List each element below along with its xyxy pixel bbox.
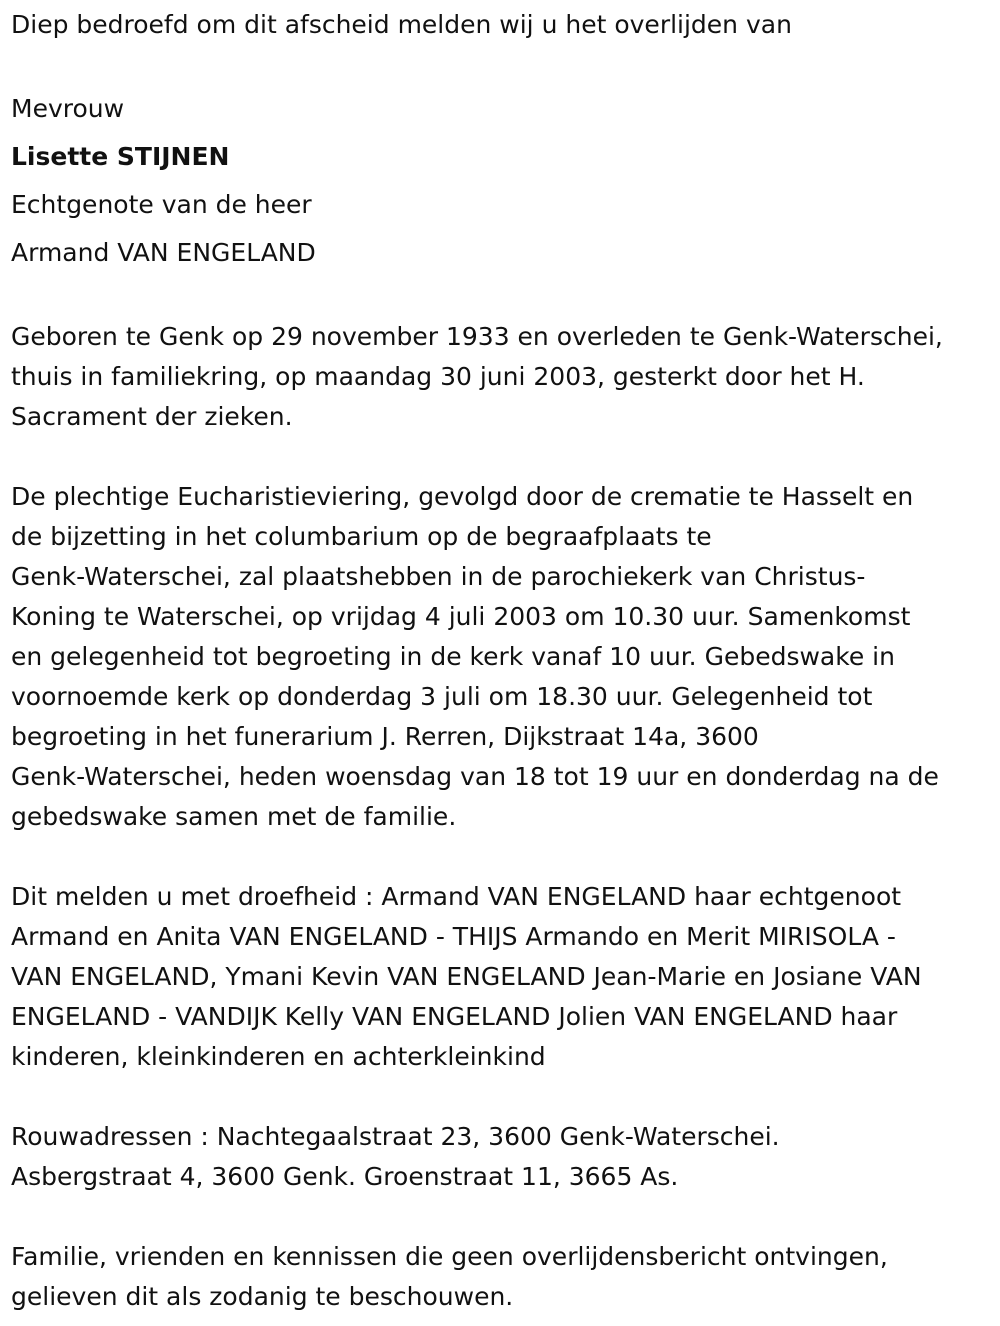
spacer	[11, 277, 996, 317]
spacer	[11, 1197, 996, 1237]
paragraph-line: Geboren te Genk op 29 november 1933 en overleden te Genk-Waterschei,	[11, 322, 943, 351]
paragraph-line: Rouwadressen : Nachtegaalstraat 23, 3600 Genk-Waterschei.	[11, 1122, 780, 1151]
paragraph-line: voornoemde kerk op donderdag 3 juli om 18.30 uur. Gelegenheid tot	[11, 682, 873, 711]
paragraph-line: gebedswake samen met de familie.	[11, 802, 457, 831]
spacer	[11, 45, 996, 85]
intro-paragraph	[11, 5, 996, 45]
paragraph-line: thuis in familiekring, op maandag 30 juni 2003, gesterkt door het H.	[11, 362, 865, 391]
obituary-document	[11, 5, 996, 1317]
paragraph-line: en gelegenheid tot begroeting in de kerk vanaf 10 uur. Gebedswake in	[11, 642, 895, 671]
paragraph-line: de bijzetting in het columbarium op de begraafplaats te	[11, 522, 712, 551]
paragraph-line: Familie, vrienden en kennissen die geen overlijdensbericht ontvingen,	[11, 1242, 888, 1271]
paragraph-line: kinderen, kleinkinderen en achterkleinkind	[11, 1042, 546, 1071]
paragraph-line: gelieven dit als zodanig te beschouwen.	[11, 1282, 514, 1311]
title-text: Mevrouw	[11, 94, 125, 123]
paragraph-line: begroeting in het funerarium J. Rerren, Dijkstraat 14a, 3600	[11, 722, 759, 751]
spacer	[11, 1077, 996, 1117]
spacer	[11, 437, 996, 477]
ceremony-paragraph	[11, 477, 996, 837]
address-paragraph	[11, 1117, 996, 1197]
spouse-label: Echtgenote van de heer	[11, 190, 312, 219]
deceased-block	[11, 85, 996, 277]
closing-paragraph	[11, 1237, 996, 1317]
intro-text: Diep bedroefd om dit afscheid melden wij u het overlijden van	[11, 10, 792, 39]
paragraph-line: Genk-Waterschei, heden woensdag van 18 tot 19 uur en donderdag na de	[11, 762, 939, 791]
paragraph-line: Dit melden u met droefheid : Armand VAN ENGELAND haar echtgenoot	[11, 882, 902, 911]
paragraph-line: Sacrament der zieken.	[11, 402, 293, 431]
birth-paragraph	[11, 317, 996, 437]
paragraph-line: Genk-Waterschei, zal plaatshebben in de parochiekerk van Christus-	[11, 562, 866, 591]
paragraph-line: De plechtige Eucharistieviering, gevolgd door de crematie te Hasselt en	[11, 482, 914, 511]
deceased-name: Lisette STIJNEN	[11, 142, 230, 171]
paragraph-line: Armand en Anita VAN ENGELAND - THIJS Armando en Merit MIRISOLA -	[11, 922, 896, 951]
paragraph-line: Asbergstraat 4, 3600 Genk. Groenstraat 11, 3665 As.	[11, 1162, 679, 1191]
family-paragraph	[11, 877, 996, 1077]
spacer	[11, 837, 996, 877]
paragraph-line: ENGELAND - VANDIJK Kelly VAN ENGELAND Jolien VAN ENGELAND haar	[11, 1002, 898, 1031]
paragraph-line: Koning te Waterschei, op vrijdag 4 juli 2003 om 10.30 uur. Samenkomst	[11, 602, 911, 631]
spouse-name: Armand VAN ENGELAND	[11, 238, 316, 267]
paragraph-line: VAN ENGELAND, Ymani Kevin VAN ENGELAND Jean-Marie en Josiane VAN	[11, 962, 922, 991]
